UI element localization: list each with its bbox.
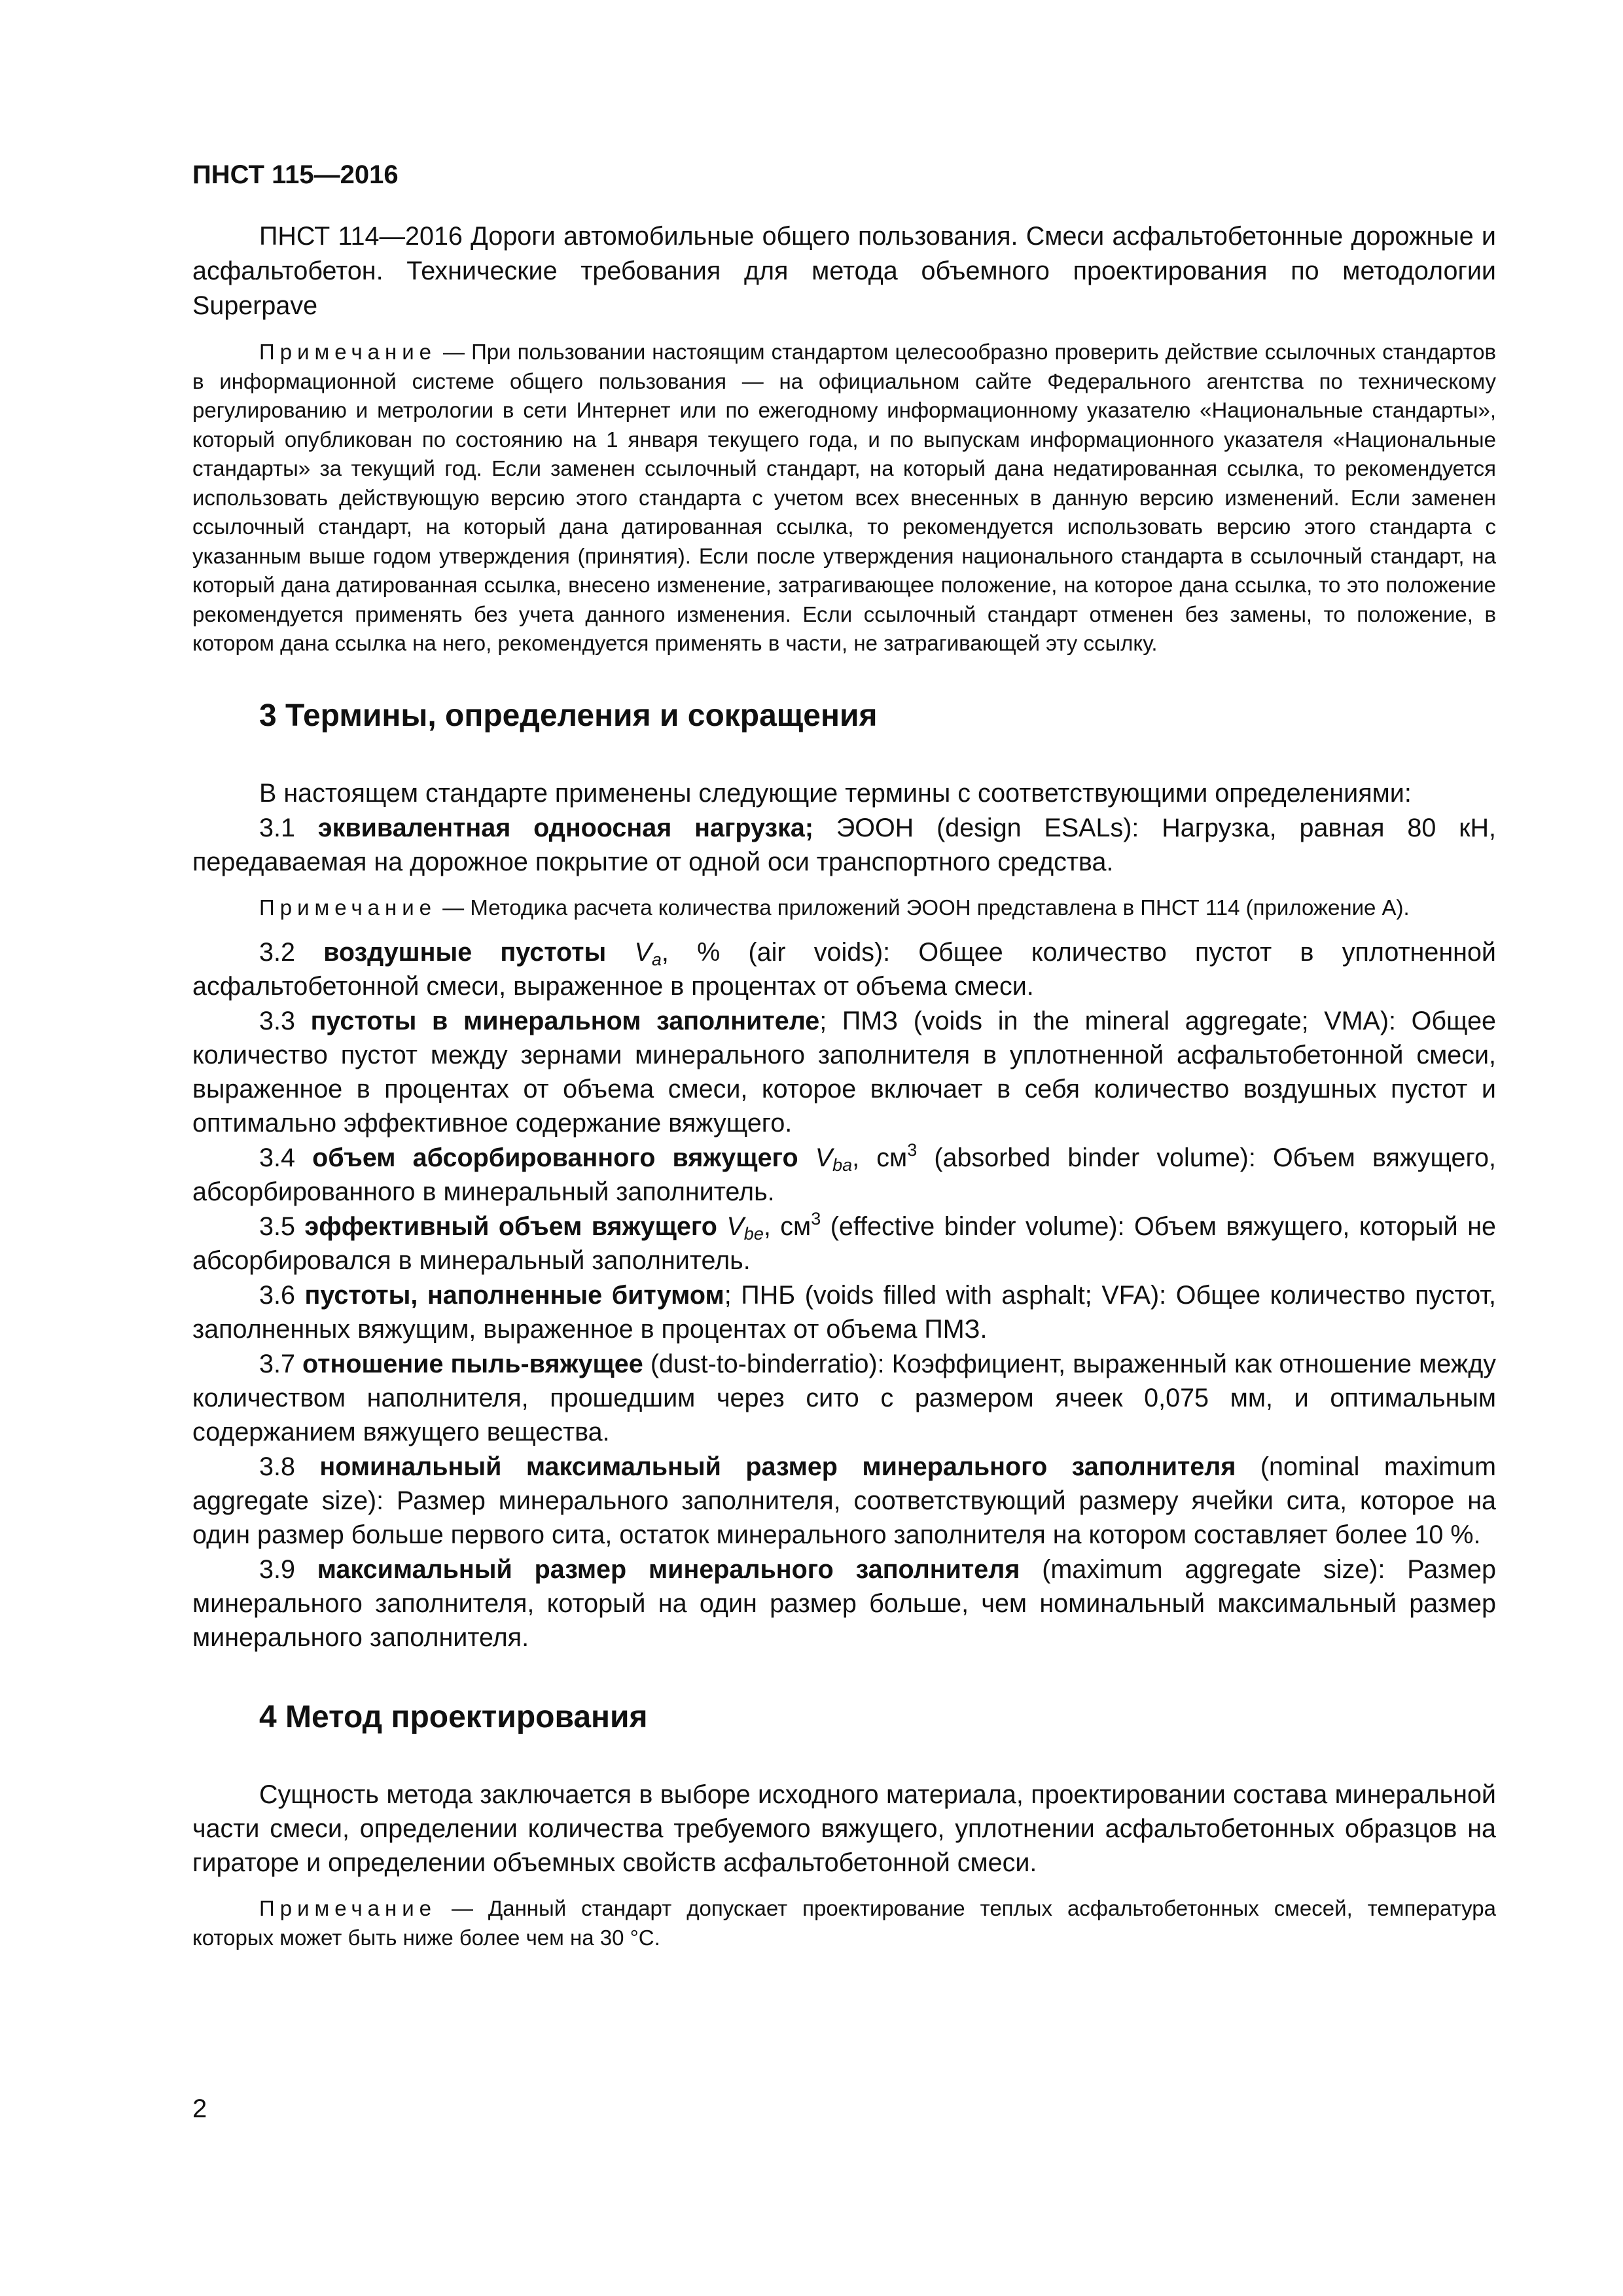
note-warm-mix: Примечание — Данный стандарт допускает проектирование теплых асфальтобетонных смесей, температура которых может быть ниже более чем на 30 °С. (192, 1896, 1496, 1950)
document-body (192, 219, 1496, 1965)
term-3-1: 3.1 эквивалентная одноосная нагрузка; ЭООН (design ESALs): Нагрузка, равная 80 кН, передаваемая на дорожное покрытие от одной оси транспортного средства. (192, 813, 1497, 876)
document-header: ПНСТ 115—2016 (192, 160, 399, 189)
term-3-6: 3.6 пустоты, наполненные битумом; ПНБ (voids filled with asphalt; VFA): Общее количество пустот, заполненных вяжущим, выраженное в процентах от объема ПМЗ. (192, 1281, 1496, 1344)
term-name: номинальный максимальный размер минерального заполнителя (319, 1452, 1236, 1481)
term-3-2: 3.2 воздушные пустоты $V_a$, % (air voids): Общее количество пустот в уплотненной асфальтобетонной смеси, выраженное в процентах от объема смеси. (192, 938, 1496, 1001)
note-label: Примечание (259, 895, 437, 920)
term-name: пустоты в минеральном заполнителе (310, 1007, 820, 1035)
note-label: Примечание (259, 1896, 437, 1920)
note-esal: Примечание — Методика расчета количества приложений ЭООН представлена в ПНСТ 114 (приложение А). (259, 895, 1410, 920)
term-3-5: 3.5 эффективный объем вяжущего $V_{be}$, $см^3$ (effective binder volume): Объем вяжущего, который не абсорбировался в минеральный заполнитель. (192, 1209, 1497, 1275)
term-name: отношение пыль-вяжущее (302, 1350, 643, 1378)
note-normative-references: Примечание — При пользовании настоящим стандартом целесообразно проверить действие ссылочных стандартов в информационной системе общего пользования — на официальном сайте Федерального агентства по техническому регулированию и метрологии в сети Интернет или по ежегодному информационному указателю «Национальные стандарты», который опубликован по состоянию на 1 января текущего года, и по выпускам информационного указателя «Национальные стандарты» за текущий год. Если заменен ссылочный стандарт, на который дана недатированная ссылка, то рекомендуется использовать действующую версию этого стандарта с учетом всех внесенных в данную версию изменений. Если заменен ссылочный стандарт, на который дана датированная ссылка, то рекомендуется использовать версию этого стандарта с указанным выше годом утверждения (принятия). Если после утверждения национального стандарта в ссылочный стандарт, на который дана датированная ссылка, внесено изменение, затрагивающее положение, на которое дана ссылка, то это положение рекомендуется применять без учета данного изменения. Если ссылочный стандарт отменен без замены, то положение, в котором дана ссылка на него, рекомендуется применять в части, не затрагивающей эту ссылку. (192, 340, 1496, 655)
term-3-4: 3.4 объем абсорбированного вяжущего $V_{ba}$, $см^3$ (absorbed binder volume): Объем вяжущего, абсорбированного в минеральный заполнитель. (192, 1140, 1496, 1206)
term-name: эквивалентная одноосная нагрузка; (317, 813, 813, 842)
term-symbol: V (815, 1143, 833, 1172)
term-3-8: 3.8 номинальный максимальный размер минерального заполнителя (nominal maximum aggregate size): Размер минерального заполнителя, соответствующий размеру ячейки сита, которое на один размер больше первого сита, остаток минерального заполнителя на котором составляет более 10 %. (192, 1452, 1496, 1549)
term-symbol: V (726, 1212, 744, 1241)
term-3-9: 3.9 максимальный размер минерального заполнителя (maximum aggregate size): Размер минерального заполнителя, который на один размер больше, чем номинальный максимальный размер минерального заполнителя. (192, 1555, 1496, 1652)
section-4-heading: 4 Метод проектирования (259, 1700, 648, 1734)
section-3-intro: В настоящем стандарте применены следующие термины с соответствующими определениями: (259, 778, 1412, 808)
term-3-7: 3.7 отношение пыль-вяжущее (dust-to-binderratio): Коэффициент, выраженный как отношение между количеством наполнителя, прошедшим через сито с размером ячеек 0,075 мм, и оптимальным содержанием вяжущего вещества. (192, 1350, 1496, 1446)
term-name: воздушные пустоты (323, 938, 607, 967)
note-text: Данный стандарт допускает проектирование теплых асфальтобетонных смесей, температура которых может быть ниже более чем на 30 °С. (192, 1896, 1496, 1950)
note-text: Методика расчета количества приложений ЭООН представлена в ПНСТ 114 (приложение А). (470, 895, 1410, 920)
page-number: 2 (192, 2094, 207, 2123)
term-name: объем абсорбированного вяжущего (312, 1143, 798, 1172)
normative-reference: ПНСТ 114—2016 Дороги автомобильные общего пользования. Смеси асфальтобетонные дорожные и асфальтобетон. Технические требования для метода объемного проектирования по методологии Superpave (192, 222, 1496, 320)
term-name: эффективный объем вяжущего (304, 1212, 717, 1241)
note-label: Примечание (259, 340, 437, 364)
section-3-heading: 3 Термины, определения и сокращения (259, 698, 878, 733)
term-name: пустоты, наполненные битумом (304, 1281, 724, 1310)
term-name: максимальный размер минерального заполнителя (317, 1555, 1020, 1584)
note-text: При пользовании настоящим стандартом целесообразно проверить действие ссылочных стандартов в информационной системе общего пользования — на официальном сайте Федерального агентства по техническому регулированию и метрологии в сети Интернет или по ежегодному информационному указателю «Национальные стандарты», который опубликован по состоянию на 1 января текущего года, и по выпускам информационного указателя «Национальные стандарты» за текущий год. Если заменен ссылочный стандарт, на который дана недатированная ссылка, то рекомендуется использовать действующую версию этого стандарта с учетом всех внесенных в данную версию изменений. Если заменен ссылочный стандарт, на который дана датированная ссылка, то рекомендуется использовать версию этого стандарта с указанным выше годом утверждения (принятия). Если после утверждения национального стандарта в ссылочный стандарт, на который дана датированная ссылка, внесено изменение, затрагивающее положение, на которое дана ссылка, то это положение рекомендуется применять без учета данного изменения. Если ссылочный стандарт отменен без замены, то положение, в котором дана ссылка на него, рекомендуется применять в части, не затрагивающей эту ссылку. (192, 340, 1496, 655)
term-3-3: 3.3 пустоты в минеральном заполнителе; ПМЗ (voids in the mineral aggregate; VMA): Общее количество пустот между зернами минерального заполнителя в уплотненной асфальтобетонной смеси, выраженное в процентах от объема смеси, которое включает в себя количество воздушных пустот и оптимально эффективное содержание вяжущего. (192, 1007, 1497, 1138)
section-4-text: Сущность метода заключается в выборе исходного материала, проектировании состава минеральной части смеси, определении количества требуемого вяжущего, уплотнении асфальтобетонных образцов на гираторе и определении объемных свойств асфальтобетонной смеси. (192, 1780, 1496, 1877)
term-symbol: V (634, 938, 652, 967)
